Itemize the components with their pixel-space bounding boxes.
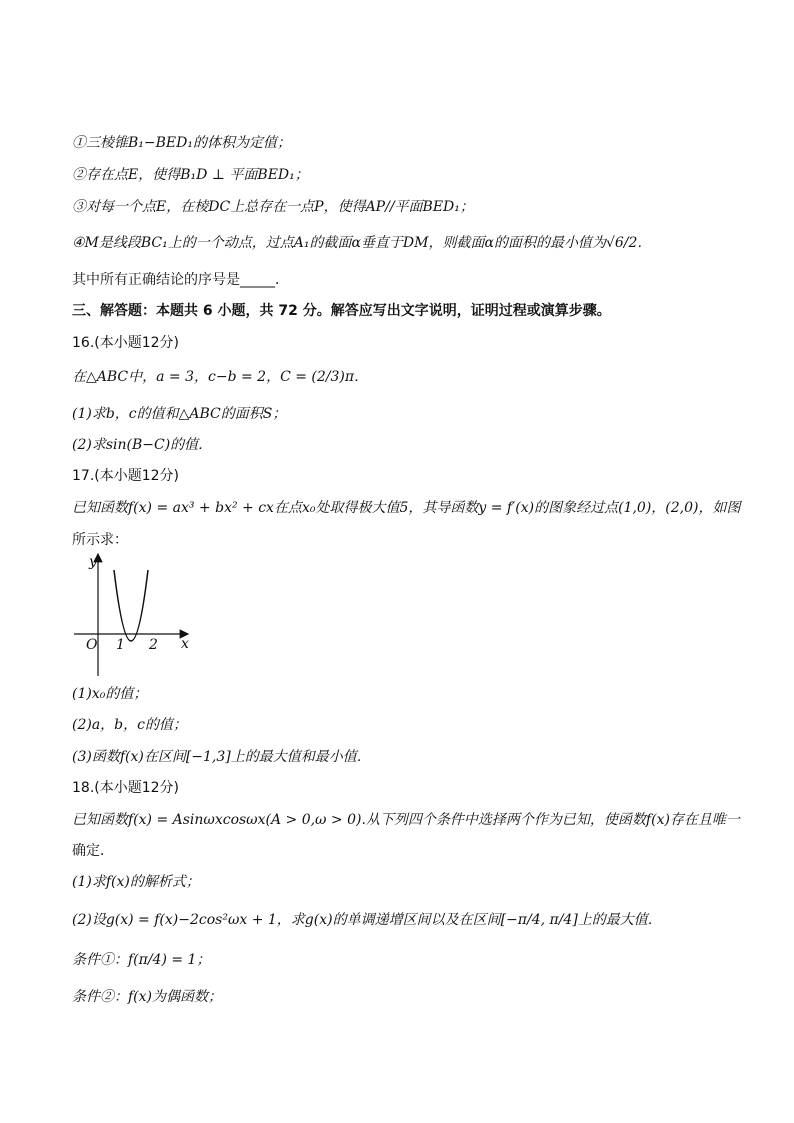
q18-part2: (2)设g(x) = f(x)−2cos²ωx + 1，求g(x)的单调递增区间以及在区间[−π/4, π/4]上的最大值．	[72, 912, 662, 928]
x-axis-label: x	[181, 636, 189, 652]
q18-stem-line1: 已知函数f(x) = Asinωxcosωx(A > 0,ω > 0).从下列四个条件中选择两个作为已知，使函数f(x)存在且唯一	[72, 812, 740, 828]
q18-condition-1: 条件①：f(π/4) = 1；	[72, 952, 211, 968]
tick-label-1: 1	[116, 637, 125, 653]
parabola-curve	[114, 570, 148, 641]
statement-2: ②存在点E，使得B₁D ⊥ 平面BED₁；	[72, 167, 309, 183]
section-heading: 三、解答题：本题共 6 小题，共 72 分。解答应写出文字说明，证明过程或演算步骤。	[72, 303, 611, 319]
q16-part1: (1)求b，c的值和△ABC的面积S；	[72, 406, 287, 422]
q16-part2: (2)求sin(B−C)的值．	[72, 437, 213, 453]
y-axis-label: y	[89, 554, 97, 570]
q18-part1: (1)求f(x)的解析式；	[72, 874, 200, 890]
statement-3: ③对每一个点E，在棱DC上总存在一点P，使得AP//平面BED₁；	[72, 199, 474, 215]
q17-part2: (2)a，b，c的值；	[72, 717, 187, 733]
question-prompt: 其中所有正确结论的序号是_____．	[72, 272, 289, 288]
q17-stem-line1: 已知函数f(x) = ax³ + bx² + cx在点x₀处取得极大值5，其导函数y = f′(x)的图象经过点(1,0)，(2,0)，如图	[72, 500, 741, 516]
q17-number: 17.(本小题12分)	[72, 468, 180, 484]
origin-label: O	[86, 637, 98, 653]
tick-label-2: 2	[149, 637, 158, 653]
derivative-graph	[70, 550, 200, 680]
q18-number: 18.(本小题12分)	[72, 780, 180, 796]
statement-1: ①三棱锥B₁−BED₁的体积为定值；	[72, 135, 291, 151]
q18-condition-2: 条件②：f(x)为偶函数；	[72, 989, 223, 1005]
q17-part1: (1)x₀的值；	[72, 686, 148, 702]
q18-stem-line2: 确定．	[72, 843, 114, 859]
q17-stem-line2: 所示求：	[72, 532, 128, 548]
q16-stem: 在△ABC中，a = 3，c−b = 2，C = (2/3)π．	[72, 369, 369, 385]
q17-part3: (3)函数f(x)在区间[−1,3]上的最大值和最小值．	[72, 749, 371, 765]
q16-number: 16.(本小题12分)	[72, 335, 180, 351]
statement-4: ④M是线段BC₁上的一个动点，过点A₁的截面α垂直于DM，则截面α的面积的最小值为√6/2．	[72, 235, 652, 251]
